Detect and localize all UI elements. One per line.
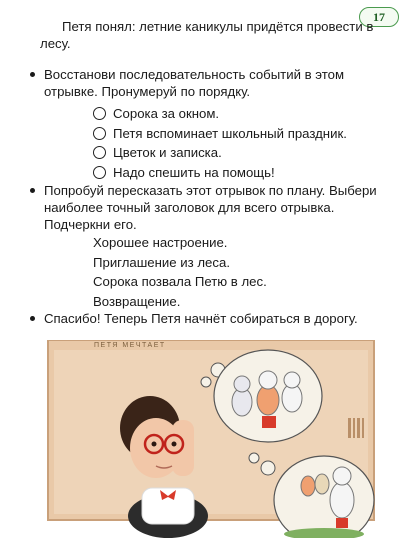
sequence-item-text: Сорока за окном. — [113, 106, 220, 122]
sequence-item — [93, 104, 393, 124]
closing-note — [30, 310, 392, 328]
bullet-icon — [30, 188, 35, 193]
task-sequence — [30, 66, 392, 102]
illustration-petya-dreams — [46, 340, 376, 538]
sequence-item-text: Надо спешить на помощь! — [113, 164, 275, 180]
title-option[interactable]: Сорока позвала Петю в лес. — [93, 274, 267, 290]
sequence-item — [93, 163, 393, 183]
closing-note-text: Спасибо! Теперь Петя начнёт собираться в дорогу. — [44, 311, 358, 326]
number-circle-icon[interactable] — [93, 127, 106, 140]
sequence-list — [93, 104, 393, 182]
number-circle-icon[interactable] — [93, 107, 106, 120]
task-sequence-text: Восстанови последовательность событий в этом отрывке. Пронумеруй по порядку. — [44, 67, 345, 99]
intro-paragraph: Петя понял: летние каникулы придётся провести в лесу. — [40, 19, 374, 51]
title-option[interactable]: Хорошее настроение. — [93, 235, 228, 251]
number-circle-icon[interactable] — [93, 166, 106, 179]
sequence-item — [93, 124, 393, 144]
sequence-item-text: Петя вспоминает школьный праздник. — [113, 125, 347, 141]
bullet-icon — [30, 72, 35, 77]
title-options-list — [93, 233, 393, 311]
illustration-caption: ПЕТЯ МЕЧТАЕТ — [94, 342, 166, 349]
page-number: 17 — [373, 9, 385, 24]
sequence-item-text: Цветок и записка. — [113, 145, 222, 161]
illustration-art — [46, 340, 376, 538]
task-title-choice-text: Попробуй пересказать этот отрывок по плану. Выбери наиболее точный заголовок для всего отрывка. Подчеркни его. — [44, 183, 377, 232]
task-title-choice — [30, 182, 392, 236]
sequence-item — [93, 143, 393, 163]
title-option[interactable]: Приглашение из леса. — [93, 254, 230, 270]
title-option[interactable]: Возвращение. — [93, 293, 181, 309]
number-circle-icon[interactable] — [93, 146, 106, 159]
bullet-icon — [30, 316, 35, 321]
